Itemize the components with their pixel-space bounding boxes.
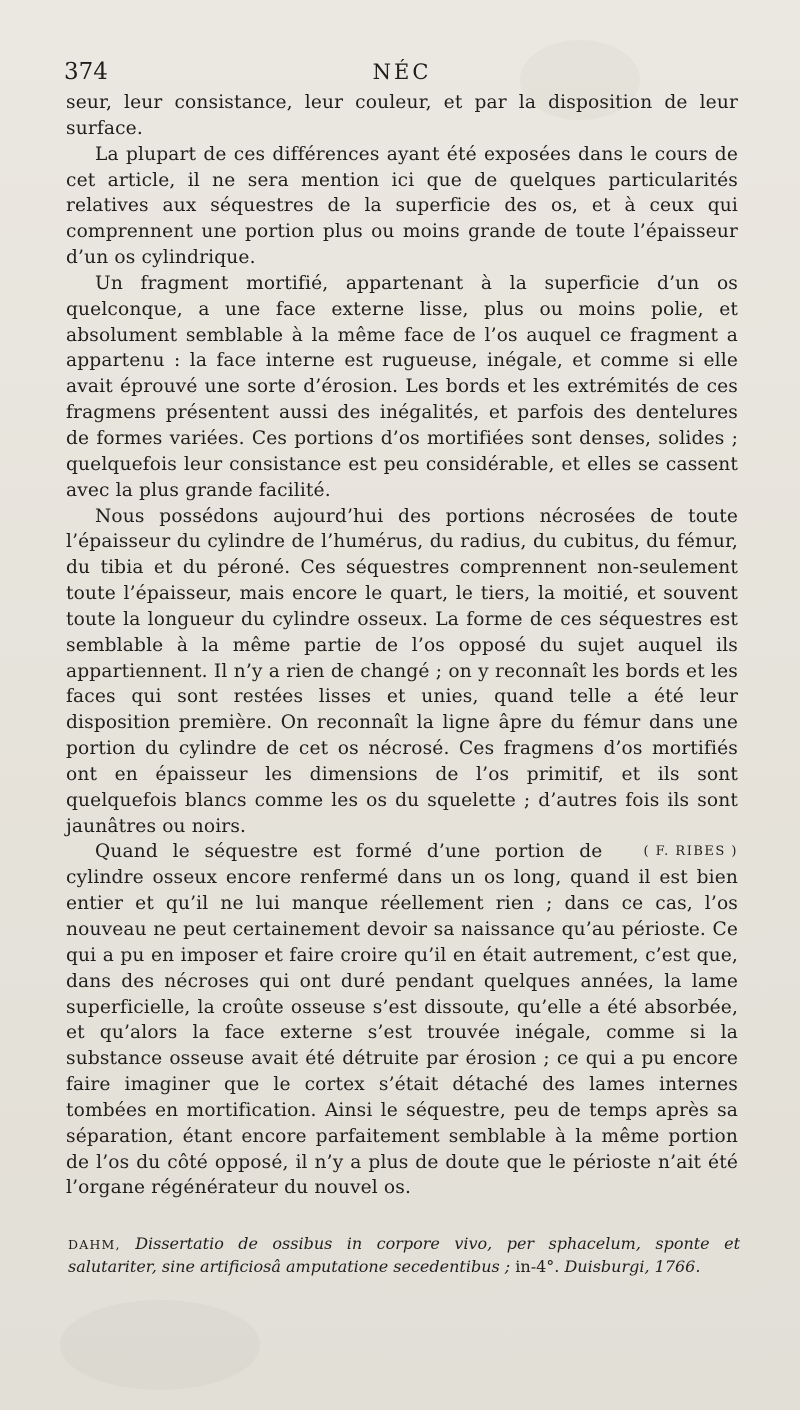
paragraph: [66, 90, 738, 142]
bibliography-format: in-4°.: [510, 1256, 565, 1276]
paragraph: [66, 839, 738, 1201]
page-header: [64, 58, 740, 90]
author-signature: ( F. RIBES ): [643, 844, 738, 860]
paragraph: [66, 142, 738, 271]
page-number: 374: [64, 59, 108, 85]
paragraph-text: Nous possédons aujourd’hui des portions nécrosées de toute l’épaisseur du cylindre de l’humérus, du radius, du cubitus, du fémur, du tibia et du péroné. Ces séquestres comprennent non-seulement toute l’épaisseur, mais encore le quart, le tiers, la moitié, et souvent toute la longueur du cylindre osseux. La forme de ces séquestres est semblable à la même partie de l’os opposé du sujet auquel ils appartiennent. Il n’y a rien de changé ; on y reconnaît les bords et les faces qui sont restées lisses et unies, quand telle a été leur disposition première. On reconnaît la ligne âpre du fémur dans une portion du cylindre de cet os nécrosé. Ces fragmens d’os mortifiés ont en épaisseur les dimensions de l’os primitif, et ils sont quelquefois blancs comme les os du squelette ; d’autres fois ils sont jaunâtres ou noirs.: [66, 505, 738, 837]
bibliography-title: Dissertatio de ossibus in corpore vivo, per sphacelum, sponte et salutariter, sine artificiosâ amputatione secedentibus ;: [68, 1234, 740, 1276]
body-text: [66, 90, 738, 1201]
bibliography-entry: [68, 1233, 740, 1277]
running-head: NÉC: [372, 60, 432, 84]
paragraph: [66, 271, 738, 504]
bibliography-author: DAHM,: [68, 1237, 121, 1252]
bibliography-place-date: Duisburgi, 1766.: [564, 1256, 701, 1276]
paragraph-text: La plupart de ces différences ayant été exposées dans le cours de cet article, il ne sera mention ici que de quelques particularités relatives aux séquestres de la superficie des os, et à ceux qui comprennent une portion plus ou moins grande de toute l’épaisseur d’un os cylindrique.: [66, 143, 738, 269]
paragraph-text: Quand le séquestre est formé d’une portion de cylindre osseux encore renfermé dans un os long, quand il est bien entier et qu’il ne lui manque réellement rien ; dans ce cas, l’os nouveau ne peut certainement devoir sa naissance qu’au périoste. Ce qui a pu en imposer et faire croire qu’il en était autrement, c’est que, dans des nécroses qui ont duré pendant quelques années, la lame superficielle, la croûte osseuse s’est dissoute, qu’elle a été absorbée, et qu’alors la face externe s’est trouvée inégale, comme si la substance osseuse avait été détruite par érosion ; ce qui a pu encore faire imaginer que le cortex s’était détaché des lames internes tombées en mortification. Ainsi le séquestre, peu de temps après sa séparation, étant encore parfaitement semblable à la même portion de l’os du côté opposé, il n’y a plus de doute que le périoste n’ait été l’organe régénérateur du nouvel os.: [66, 841, 738, 1199]
paragraph-text: seur, leur consistance, leur couleur, et par la disposition de leur surface.: [66, 92, 738, 139]
paper-stain: [60, 1300, 260, 1390]
paragraph: [66, 504, 738, 840]
paragraph-text: Un fragment mortifié, appartenant à la superficie d’un os quelconque, a une face externe lisse, plus ou moins polie, et absolument semblable à la même face de l’os auquel ce fragment a appartenu : la face interne est rugueuse, inégale, et comme si elle avait éprouvé une sorte d’érosion. Les bords et les extrémités de ces fragmens présentent aussi des inégalités, et parfois des dentelures de formes variées. Ces portions d’os mortifiées sont denses, solides ; quelquefois leur consistance est peu considérable, et elles se cassent avec la plus grande facilité.: [66, 272, 738, 501]
